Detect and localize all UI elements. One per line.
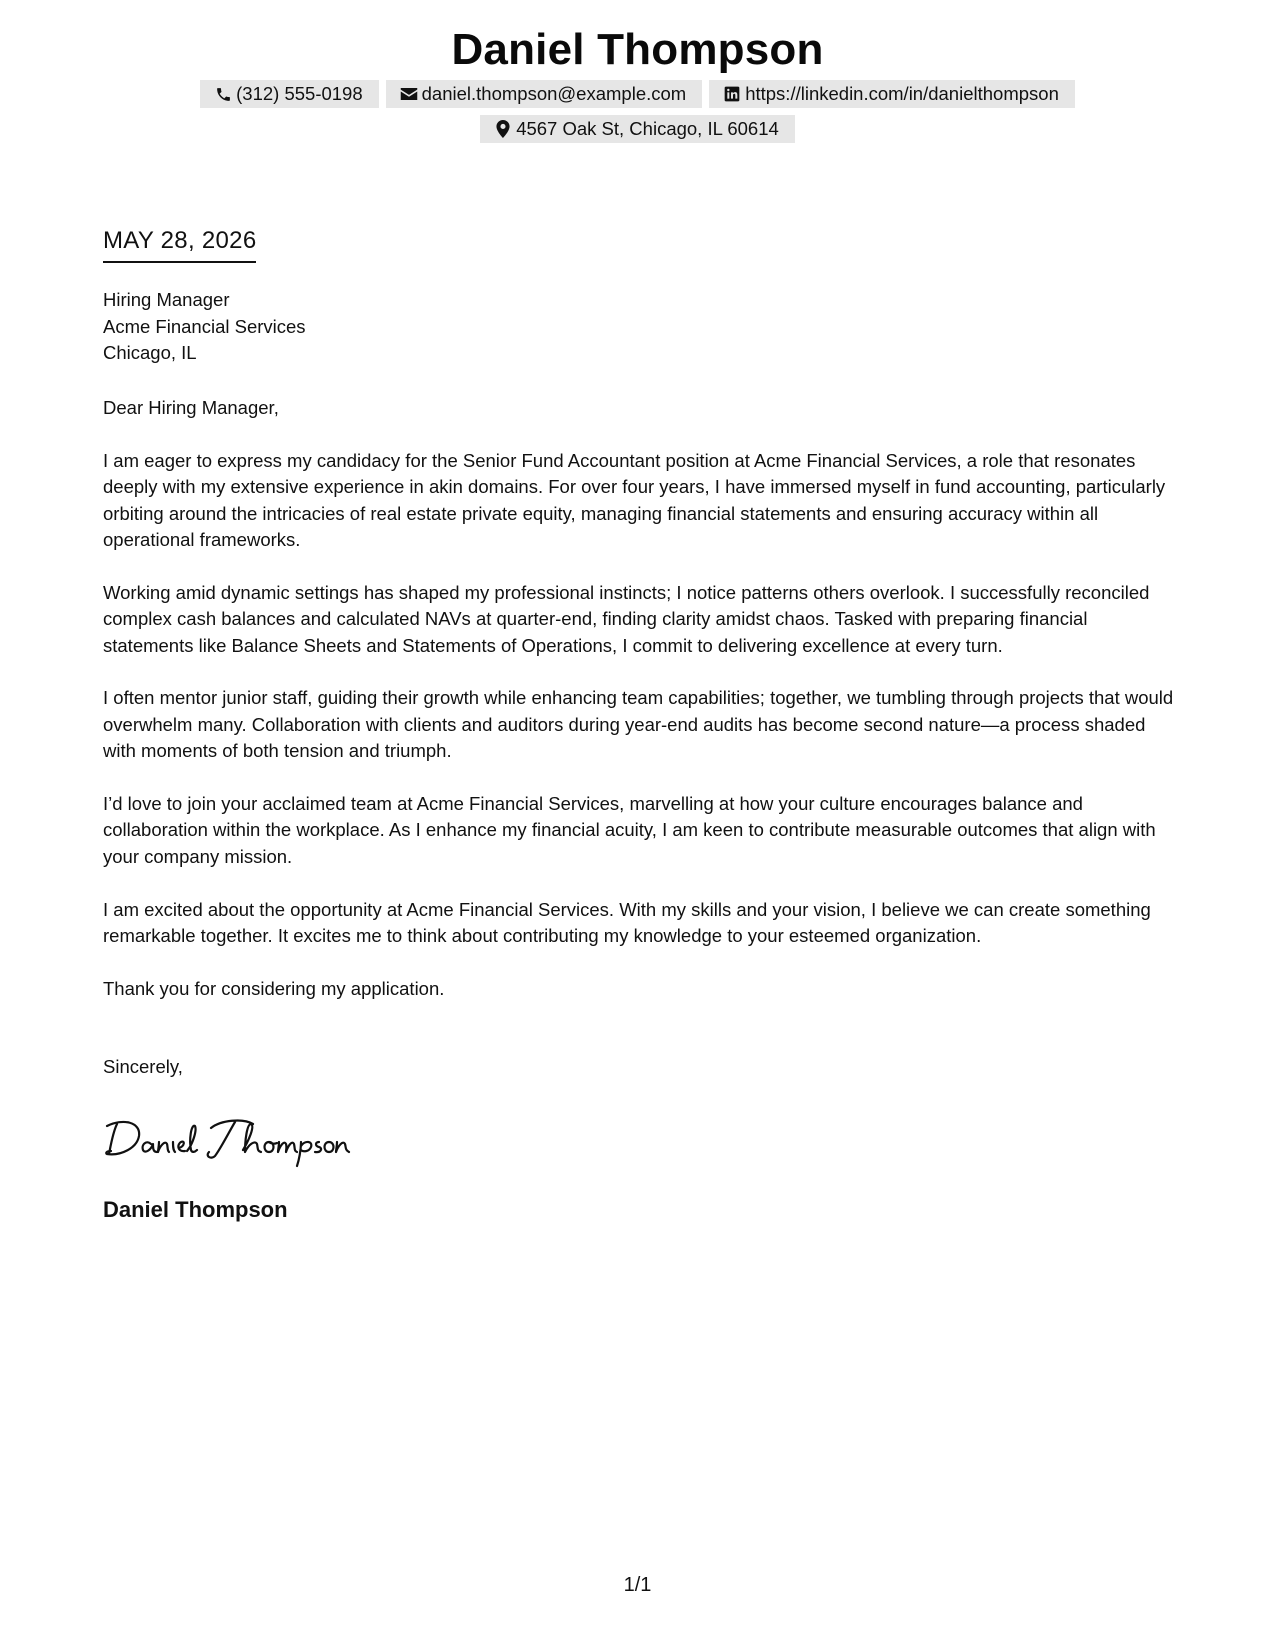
linkedin-chip bbox=[709, 80, 1075, 108]
address-chip bbox=[480, 115, 795, 143]
page-number: 1/1 bbox=[623, 1574, 652, 1596]
recipient-line: Acme Financial Services bbox=[103, 315, 306, 337]
body-paragraph: I am eager to express my candidacy for the Senior Fund Accountant position at Acme Financial Services, a role that resonates deeply with my extensive experience in akin domains. For over four years, I have immersed myself in fund accounting, particularly orbiting around the intricacies of real estate private equity, managing financial statements and ensuring accuracy within all operational frameworks. bbox=[103, 449, 1166, 551]
body-paragraph: I’d love to join your acclaimed team at Acme Financial Services, marvelling at how your culture encourages balance and collaboration within the workplace. As I enhance my financial acuity, I am keen to contribute measurable outcomes that align with your company mission. bbox=[103, 793, 1156, 867]
recipient-line: Chicago, IL bbox=[103, 342, 197, 363]
map-pin-icon bbox=[494, 120, 512, 138]
linkedin-icon bbox=[723, 85, 741, 103]
letter-body bbox=[103, 395, 1178, 1029]
phone-chip bbox=[200, 80, 379, 108]
body-paragraph: I often mentor junior staff, guiding their growth while enhancing team capabilities; together, we tumbling through projects that would overwhelm many. Collaboration with clients and auditors during year-end audits has become second nature—a process shaded with moments of both tension and triumph. bbox=[103, 687, 1174, 762]
body-paragraph: I am excited about the opportunity at Acme Financial Services. With my skills and your vision, I believe we can create something remarkable together. It excites me to think about contributing my knowledge to your esteemed organization. bbox=[103, 898, 1151, 947]
address-text: 4567 Oak St, Chicago, IL 60614 bbox=[516, 118, 779, 139]
email-chip bbox=[386, 80, 703, 108]
linkedin-text: https://linkedin.com/in/danielthompson bbox=[745, 83, 1059, 104]
signer-name: Daniel Thompson bbox=[103, 1197, 288, 1222]
recipient-block bbox=[103, 287, 306, 367]
recipient-line: Hiring Manager bbox=[103, 289, 230, 310]
phone-text: (312) 555-0198 bbox=[236, 83, 363, 104]
applicant-name-heading: Daniel Thompson bbox=[451, 25, 824, 74]
envelope-icon bbox=[400, 85, 418, 103]
body-paragraph: Working amid dynamic settings has shaped my professional instincts; I notice patterns others overlook. I successfully reconciled complex cash balances and calculated NAVs at quarter-end, finding clarity amidst chaos. Tasked with preparing financial statements like Balance Sheets and Statements of Operations, I commit to delivering excellence at every turn. bbox=[103, 581, 1150, 656]
body-paragraph: Thank you for considering my application. bbox=[103, 977, 445, 999]
phone-icon bbox=[214, 85, 232, 103]
salutation: Dear Hiring Manager, bbox=[103, 397, 279, 418]
closing-line: Sincerely, bbox=[103, 1056, 183, 1077]
contact-row-address bbox=[0, 115, 1275, 143]
handwritten-signature bbox=[103, 1110, 363, 1170]
letter-date: MAY 28, 2026 bbox=[103, 226, 256, 263]
email-text: daniel.thompson@example.com bbox=[421, 83, 687, 104]
contact-row bbox=[0, 80, 1275, 108]
